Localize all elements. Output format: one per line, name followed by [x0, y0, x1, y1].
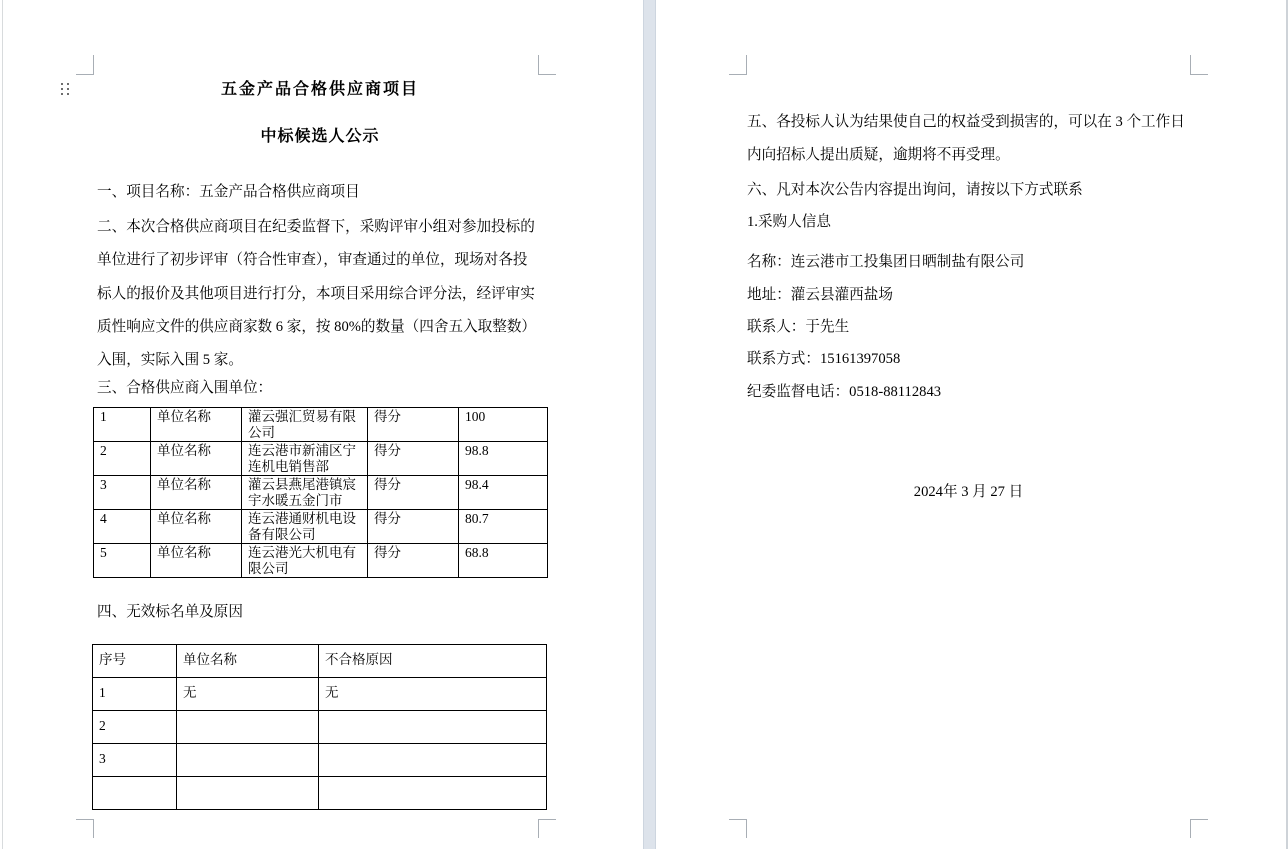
margin-mark-bottom-left-icon: [76, 819, 94, 838]
table-header-cell: 单位名称: [177, 645, 319, 678]
table-row: [94, 510, 548, 544]
buyer-contact: 联系人：于先生: [747, 319, 850, 335]
table-cell: 2: [94, 442, 151, 476]
section3-heading: 三、合格供应商入围单位：: [97, 380, 273, 396]
table-row: [93, 744, 547, 777]
buyer-phone: 联系方式：15161397058: [747, 351, 901, 367]
table-cell: 得分: [368, 476, 459, 510]
table-cell: 连云港通财机电设备有限公司: [242, 510, 368, 544]
margin-mark-bottom-right-icon: [1190, 819, 1208, 838]
doc-title-line2: 中标候选人公示: [260, 128, 380, 145]
table-cell: 2: [93, 711, 177, 744]
doc-title-line1: 五金产品合格供应商项目: [220, 81, 419, 98]
table-cell: 单位名称: [151, 476, 242, 510]
document-page-1: [3, 0, 643, 849]
section6-heading: 六、凡对本次公告内容提出询问，请按以下方式联系: [747, 182, 1083, 198]
table-cell: 连云港市新浦区宁连机电销售部: [242, 442, 368, 476]
table-cell: [93, 777, 177, 810]
table-cell: 1: [94, 408, 151, 442]
buyer-name: 名称：连云港市工投集团日晒制盐有限公司: [747, 254, 1025, 270]
table-cell: 68.8: [459, 544, 548, 578]
table-cell: 无: [177, 678, 319, 711]
section2-line2: 单位进行了初步评审（符合性审查），审查通过的单位，现场对各投: [97, 252, 528, 268]
buyer-info-heading: 1.采购人信息: [747, 214, 831, 230]
table-row: [94, 476, 548, 510]
section5-line2: 内向招标人提出质疑，逾期将不再受理。: [747, 147, 1010, 163]
margin-mark-top-right-icon: [538, 55, 556, 75]
table-cell: 单位名称: [151, 544, 242, 578]
announcement-date: 2024年 3 月 27 日: [913, 484, 1024, 500]
table-cell: 1: [93, 678, 177, 711]
table-cell: 灌云强汇贸易有限公司: [242, 408, 368, 442]
table-cell: 连云港光大机电有限公司: [242, 544, 368, 578]
table-header-cell: 序号: [93, 645, 177, 678]
document-page-2: [656, 0, 1286, 849]
table-cell: 98.4: [459, 476, 548, 510]
table-cell: 得分: [368, 442, 459, 476]
buyer-address: 地址：灌云县灌西盐场: [747, 287, 893, 303]
table-cell: 98.8: [459, 442, 548, 476]
section1-project-name: 一、项目名称：五金产品合格供应商项目: [97, 184, 360, 200]
table-cell: 灌云县燕尾港镇宸宇水暖五金门市: [242, 476, 368, 510]
section2-line5: 入围，实际入围 5 家。: [97, 352, 243, 368]
table-row: [94, 544, 548, 578]
table-cell: 得分: [368, 510, 459, 544]
margin-mark-bottom-left-icon: [729, 819, 747, 838]
table-cell: [319, 711, 547, 744]
table-header-cell: 不合格原因: [319, 645, 547, 678]
table-cell: 得分: [368, 544, 459, 578]
margin-mark-top-left-icon: [76, 55, 94, 75]
table-header-row: [93, 645, 547, 678]
table-cell: [177, 744, 319, 777]
section4-heading: 四、无效标名单及原因: [97, 604, 243, 620]
margin-mark-top-right-icon: [1190, 55, 1208, 75]
table-row: [94, 442, 548, 476]
table-cell: 单位名称: [151, 510, 242, 544]
table-row: [94, 408, 548, 442]
drag-handle-icon[interactable]: [61, 83, 71, 98]
table-cell: [319, 744, 547, 777]
table-cell: 5: [94, 544, 151, 578]
margin-mark-top-left-icon: [729, 55, 747, 75]
table-row: [93, 711, 547, 744]
table-cell: 3: [93, 744, 177, 777]
supervise-phone: 纪委监督电话：0518-88112843: [747, 384, 942, 400]
qualified-suppliers-table: [93, 407, 548, 578]
table-cell: [177, 777, 319, 810]
table-row: [93, 777, 547, 810]
table-cell: 100: [459, 408, 548, 442]
page-separator: [643, 0, 656, 849]
table-cell: [319, 777, 547, 810]
table-cell: 单位名称: [151, 408, 242, 442]
section2-line1: 二、本次合格供应商项目在纪委监督下，采购评审小组对参加投标的: [97, 219, 535, 235]
table-cell: 无: [319, 678, 547, 711]
table-cell: 单位名称: [151, 442, 242, 476]
invalid-bids-table: [92, 644, 547, 810]
section2-line3: 标人的报价及其他项目进行打分，本项目采用综合评分法，经评审实: [97, 286, 535, 302]
section5-line1: 五、各投标人认为结果使自己的权益受到损害的，可以在 3 个工作日: [747, 114, 1185, 130]
table-row: [93, 678, 547, 711]
table-cell: 80.7: [459, 510, 548, 544]
table-cell: 3: [94, 476, 151, 510]
table-cell: 得分: [368, 408, 459, 442]
table-cell: 4: [94, 510, 151, 544]
table-cell: [177, 711, 319, 744]
margin-mark-bottom-right-icon: [538, 819, 556, 838]
section2-line4: 质性响应文件的供应商家数 6 家，按 80%的数量（四舍五入取整数）: [97, 319, 537, 335]
